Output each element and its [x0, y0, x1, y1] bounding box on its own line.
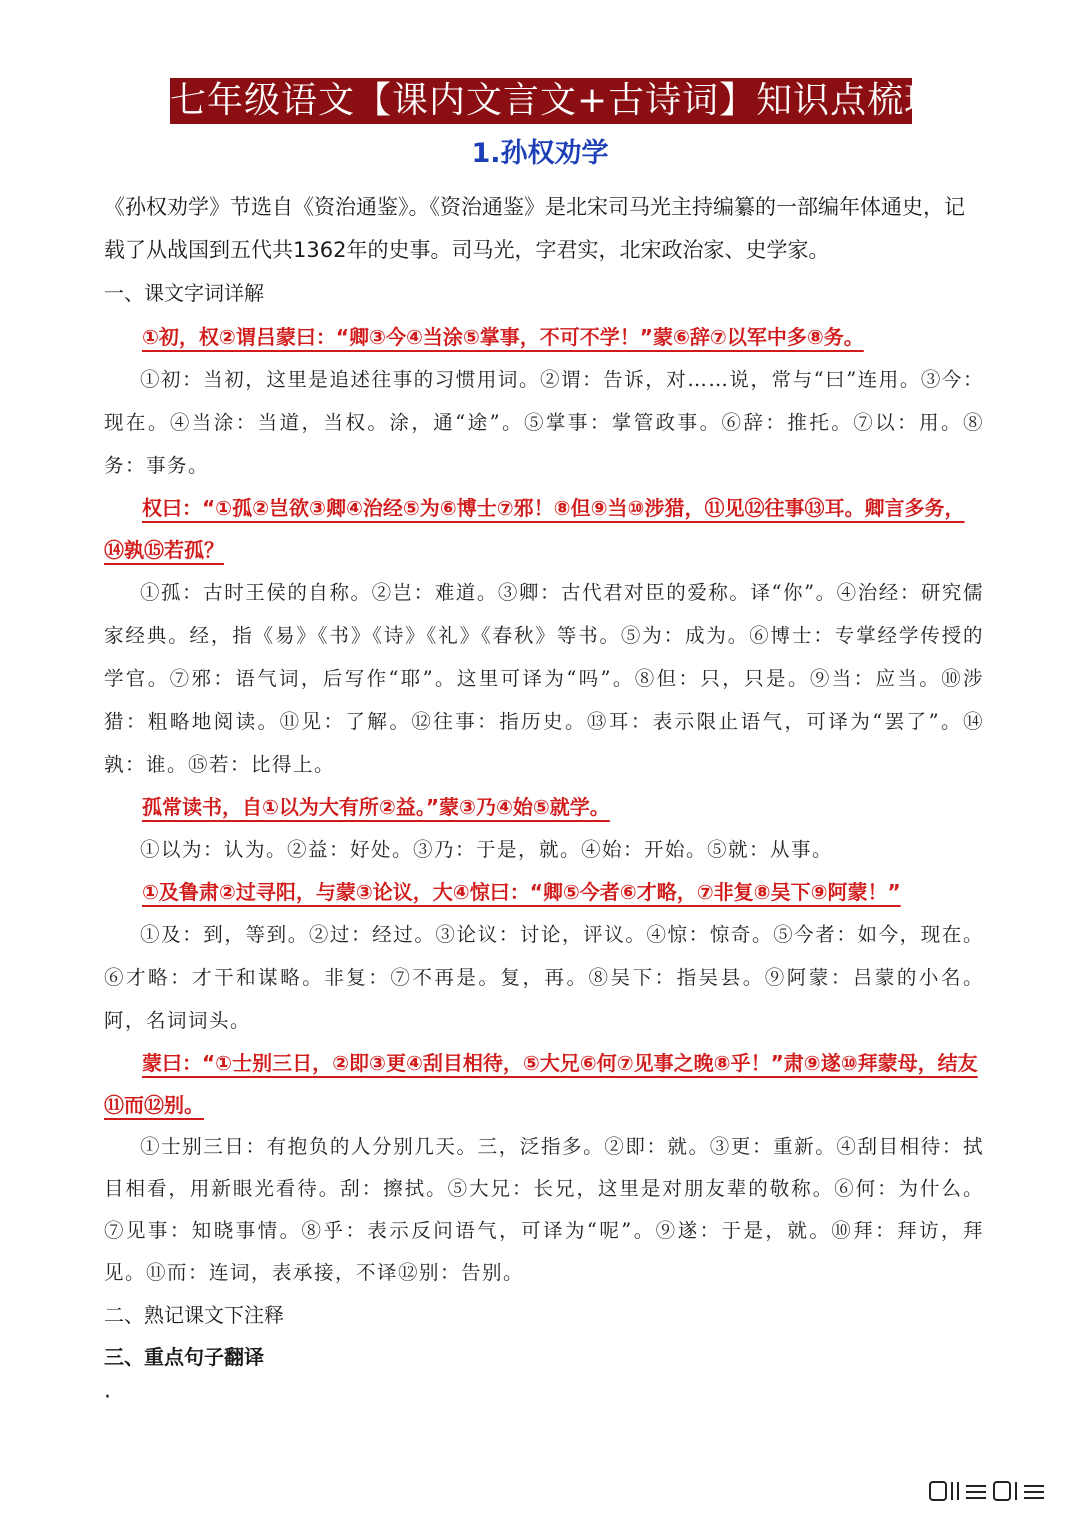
section-heading-vocab: 一、课文字词详解: [104, 281, 264, 305]
gloss-paragraph: ①士别三日：有抱负的人分别几天。三，泛指多。②即：就。③更：重新。④刮目相待：拭目相看，用新眼光看待。刮：擦拭。⑤大兄：长兄，这里是对朋友辈的敬称。⑥何：为什么。⑦见事：知晓事情。⑧乎：表示反问语气，可译为“呢”。⑨遂：于是，就。⑩拜：拜访，拜见。⑪而：连词，表承接，不译⑫别：告别。: [104, 1135, 984, 1284]
content-body: [104, 186, 984, 1418]
quote-line: [104, 871, 984, 913]
gloss-paragraph: ①初：当初，这里是追述往事的习惯用词。②谓：告诉，对……说，常与“曰”连用。③今：现在。④当涂：当道，当权。涂，通“途”。⑤掌事：掌管政事。⑥辞：推托。⑦以：用。⑧务：事务。: [104, 368, 984, 477]
quote-line: [104, 487, 984, 571]
page-title: 七年级语文【课内文言文+古诗词】知识点梳理: [170, 78, 912, 124]
section-heading-translation: 三、重点句子翻译: [104, 1345, 264, 1369]
bullet-point: ·: [104, 1385, 111, 1410]
gloss-paragraph: ①孤：古时王侯的自称。②岂：难道。③卿：古代君对臣的爱称。译“你”。④治经：研究儒家经典。经，指《易》《书》《诗》《礼》《春秋》等书。⑤为：成为。⑥博士：专掌经学传授的学官。⑦邪：语气词，后写作“耶”。这里可译为“吗”。⑧但：只，只是。⑨当：应当。⑩涉猎：粗略地阅读。⑪见：了解。⑫往事：指历史。⑬耳：表示限止语气，可译为“罢了”。⑭孰：谁。⑮若：比得上。: [104, 581, 984, 776]
quote-text: ①及鲁肃②过寻阳，与蒙③论议，大④惊曰：“卿⑤今者⑥才略，⑦非复⑧吴下⑨阿蒙！”: [142, 880, 901, 904]
lesson-title: 1.孙权劝学: [471, 138, 609, 169]
gloss-paragraph: ①及：到，等到。②过：经过。③论议：讨论，评议。④惊：惊奇。⑤今者：如今，现在。⑥才略：才干和谋略。非复：⑦不再是。复，再。⑧吴下：指吴县。⑨阿蒙：吕蒙的小名。阿，名词词头。: [104, 923, 984, 1032]
quote-text: 蒙曰：“①士别三日，②即③更④刮目相待，⑤大兄⑥何⑦见事之晚⑧乎！”肃⑨遂⑩拜蒙母，结友⑪而⑫别。: [104, 1051, 978, 1117]
quote-line: [104, 316, 984, 358]
intro-paragraph: 《孙权劝学》节选自《资治通鉴》。《资治通鉴》是北宋司马光主持编纂的一部编年体通史，记载了从战国到五代共1362年的史事。司马光，字君实，北宋政治家、史学家。: [104, 195, 965, 262]
quote-text: 权曰：“①孤②岂欲③卿④治经⑤为⑥博士⑦邪！⑧但⑨当⑩涉猎，⑪见⑫往事⑬耳。卿言多务，⑭孰⑮若孤？: [104, 496, 965, 562]
quote-text: 孤常读书，自①以为大有所②益。”蒙③乃④始⑤就学。: [142, 795, 610, 819]
quote-line: [104, 1042, 984, 1126]
watermark-logo-icon: [928, 1476, 1058, 1506]
gloss-paragraph: ①以为：认为。②益：好处。③乃：于是，就。④始：开始。⑤就：从事。: [140, 838, 834, 861]
section-heading-annotations: 二、熟记课文下注释: [104, 1303, 284, 1327]
quote-line: [104, 786, 984, 828]
quote-text: ①初，权②谓吕蒙曰：“卿③今④当涂⑤掌事，不可不学！”蒙⑥辞⑦以军中多⑧务。: [142, 325, 864, 349]
